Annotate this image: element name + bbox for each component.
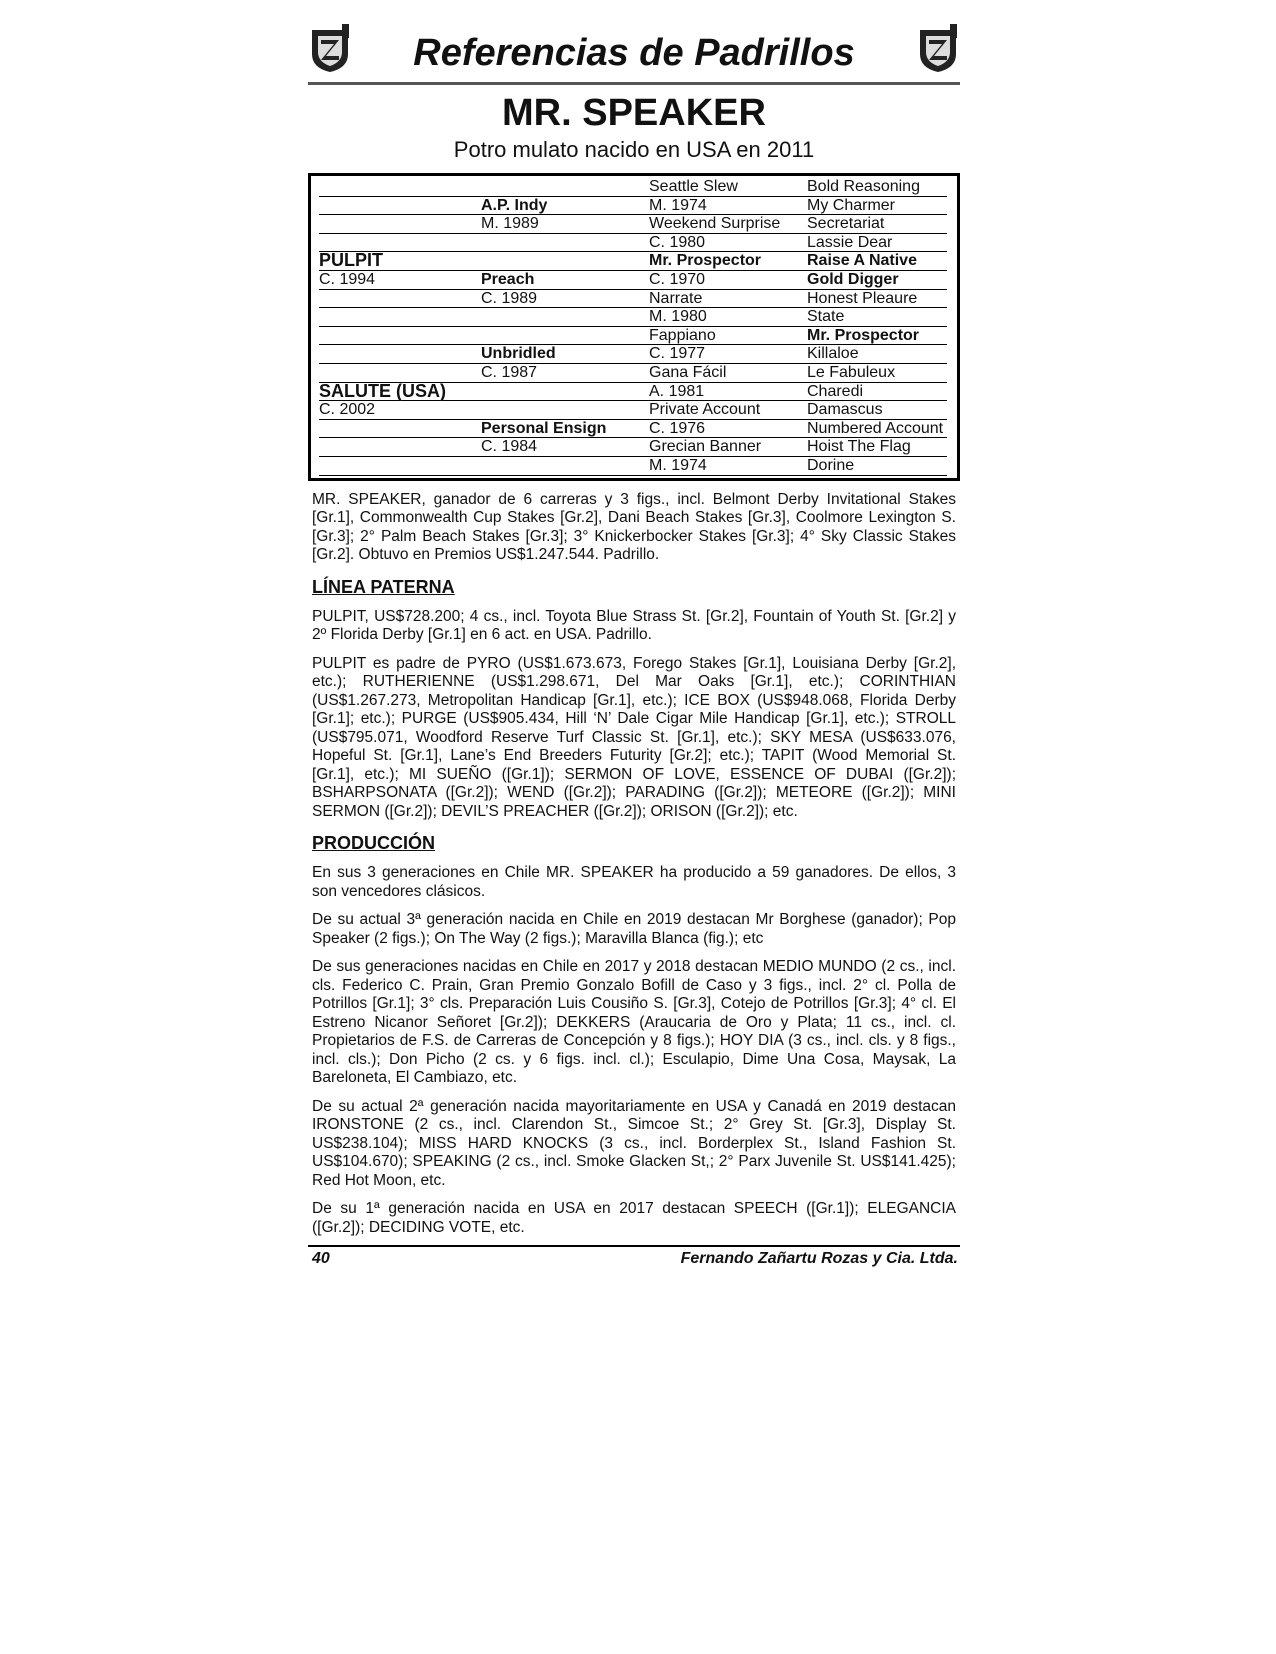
- pedigree-row: [319, 456, 947, 475]
- pedigree-cell: Personal Ensign: [481, 419, 649, 438]
- pedigree-cell: Narrate: [649, 289, 807, 308]
- production-paragraph-4: De su actual 2ª generación nacida mayoritariamente en USA y Canadá en 2019 destacan IRONSTONE (2 cs., incl. Clarendon St., Simcoe St.; 2° Grey St. [Gr.3], Display St. US$238.104); MISS HARD KNOCKS (3 cs., incl. Borderplex St., Island Fashion St. US$104.670); SPEAKING (2 cs., incl. Smoke Glacken St,; 2° Parx Juvenile St. US$141.425); Red Hot Moon, etc.: [312, 1097, 956, 1189]
- horse-name: MR. SPEAKER: [502, 92, 766, 134]
- pedigree-cell: Preach: [481, 270, 649, 289]
- pedigree-cell: Killaloe: [807, 345, 947, 364]
- pedigree-cell: [319, 456, 481, 475]
- pedigree-cell: Hoist The Flag: [807, 438, 947, 457]
- pedigree-cell: C. 1984: [481, 438, 649, 457]
- pedigree-row: [319, 196, 947, 215]
- pedigree-cell: Unbridled: [481, 345, 649, 364]
- paternal-paragraph-1: PULPIT, US$728.200; 4 cs., incl. Toyota Blue Strass St. [Gr.2], Fountain of Youth St. [Gr.2] y 2º Florida Derby [Gr.1] en 6 act. en USA. Padrillo.: [312, 607, 956, 643]
- pedigree-row: [319, 326, 947, 345]
- pedigree-cell: C. 1989: [481, 289, 649, 308]
- fzr-shield-logo-icon: [916, 24, 960, 74]
- pedigree-cell: C. 1980: [649, 233, 807, 252]
- pedigree-row: [319, 308, 947, 327]
- pedigree-cell: My Charmer: [807, 196, 947, 215]
- pedigree-row: [319, 233, 947, 252]
- pedigree-cell: M. 1980: [649, 308, 807, 327]
- pedigree-cell: [481, 326, 649, 345]
- pedigree-cell: [481, 178, 649, 196]
- pedigree-cell: C. 2002: [319, 401, 481, 420]
- pedigree-cell: State: [807, 308, 947, 327]
- paternal-heading: LÍNEA PATERNA: [312, 576, 455, 597]
- pedigree-row: [319, 178, 947, 196]
- production-heading: PRODUCCIÓN: [312, 833, 436, 853]
- production-paragraph-3: De sus generaciones nacidas en Chile en 2017 y 2018 destacan MEDIO MUNDO (2 cs., incl. cls. Federico C. Prain, Gran Premio Gonzalo Bofill de Caso y 3 figs., incl. 2° cl. Polla de Potrillos [Gr.1]; 3° cls. Preparación Luis Cousiño S. [Gr.3], Cotejo de Potrillos [Gr.3]; 4° cl. El Estreno Nicanor Señoret [Gr.2]); DEKKERS (Araucaria de Oro y Plata; 11 cs., incl. cl. Propietarios de F.S. de Carreras de Concepción y 8 figs.); HOY DIA (3 cs., incl. cls. y 8 figs., incl. cls.); Don Picho (2 cs. y 6 figs. incl. cl.); Esculapio, Dime Una Cosa, Maysak, La Bareloneta, El Cambiazo, etc.: [312, 958, 956, 1086]
- pedigree-table: [319, 178, 947, 476]
- pedigree-cell: [319, 178, 481, 196]
- pedigree-cell: Le Fabuleux: [807, 363, 947, 382]
- pedigree-cell: C. 1977: [649, 345, 807, 364]
- pedigree-cell: [481, 233, 649, 252]
- pedigree-cell: [481, 308, 649, 327]
- pedigree-cell: A.P. Indy: [481, 196, 649, 215]
- document-page: [308, 18, 960, 1270]
- pedigree-cell: Lassie Dear: [807, 233, 947, 252]
- production-paragraph-1: En sus 3 generaciones en Chile MR. SPEAKER ha producido a 59 ganadores. De ellos, 3 son vencedores clásicos.: [312, 864, 956, 900]
- pedigree-cell: Numbered Account: [807, 419, 947, 438]
- pedigree-cell: Secretariat: [807, 215, 947, 234]
- pedigree-cell: Mr. Prospector: [649, 252, 807, 271]
- pedigree-row: [319, 401, 947, 420]
- page-number: 40: [312, 1250, 330, 1267]
- pedigree-cell: [319, 233, 481, 252]
- pedigree-cell: Gana Fácil: [649, 363, 807, 382]
- header-title: Referencias de Padrillos: [413, 32, 855, 74]
- pedigree-row: [319, 252, 947, 271]
- pedigree-cell: Charedi: [807, 382, 947, 401]
- pedigree-row: [319, 438, 947, 457]
- horse-description: Potro mulato nacido en USA en 2011: [453, 137, 815, 162]
- pedigree-cell: PULPIT: [319, 252, 481, 271]
- pedigree-cell: [481, 382, 649, 401]
- summary-text: MR. SPEAKER, ganador de 6 carreras y 3 figs., incl. Belmont Derby Invitational Stakes [Gr.1], Commonwealth Cup Stakes [Gr.2], Dani Beach Stakes [Gr.3], Coolmore Lexington S. [Gr.3]; 2° Palm Beach Stakes [Gr.3]; 3° Knickerbocker Stakes [Gr.3]; 4° Sky Classic Stakes [Gr.2]. Obtuvo en Premios US$1.247.544. Padrillo.: [312, 490, 956, 563]
- summary-paragraph: [312, 491, 956, 565]
- pedigree-cell: C. 1987: [481, 363, 649, 382]
- pedigree-cell: [319, 438, 481, 457]
- pedigree-cell: [319, 419, 481, 438]
- pedigree-cell: [481, 401, 649, 420]
- page-footer: [308, 1245, 960, 1270]
- pedigree-cell: C. 1976: [649, 419, 807, 438]
- pedigree-cell: SALUTE (USA): [319, 382, 481, 401]
- pedigree-cell: Damascus: [807, 401, 947, 420]
- pedigree-row: [319, 419, 947, 438]
- pedigree-cell: Fappiano: [649, 326, 807, 345]
- pedigree-cell: Dorine: [807, 456, 947, 475]
- pedigree-cell: [319, 345, 481, 364]
- pedigree-cell: M. 1974: [649, 456, 807, 475]
- header-divider: [308, 82, 960, 85]
- pedigree-cell: M. 1974: [649, 196, 807, 215]
- pedigree-row: [319, 382, 947, 401]
- pedigree-cell: Raise A Native: [807, 252, 947, 271]
- pedigree-row: [319, 345, 947, 364]
- pedigree-cell: C. 1970: [649, 270, 807, 289]
- pedigree-cell: M. 1989: [481, 215, 649, 234]
- pedigree-cell: Honest Pleaure: [807, 289, 947, 308]
- pedigree-cell: Seattle Slew: [649, 178, 807, 196]
- pedigree-cell: Private Account: [649, 401, 807, 420]
- publisher-name: Fernando Zañartu Rozas y Cia. Ltda.: [680, 1250, 958, 1267]
- pedigree-cell: A. 1981: [649, 382, 807, 401]
- pedigree-cell: Gold Digger: [807, 270, 947, 289]
- pedigree-row: [319, 215, 947, 234]
- pedigree-cell: Mr. Prospector: [807, 326, 947, 345]
- pedigree-cell: [481, 456, 649, 475]
- pedigree-cell: Bold Reasoning: [807, 178, 947, 196]
- pedigree-row: [319, 270, 947, 289]
- pedigree-cell: [319, 326, 481, 345]
- production-paragraph-5: De su 1ª generación nacida en USA en 2017 destacan SPEECH ([Gr.1]); ELEGANCIA ([Gr.2]); DECIDING VOTE, etc.: [312, 1200, 956, 1236]
- page-header: [308, 18, 960, 80]
- pedigree-cell: [319, 215, 481, 234]
- pedigree-cell: [319, 363, 481, 382]
- pedigree-cell: [319, 196, 481, 215]
- pedigree-cell: [319, 308, 481, 327]
- pedigree-cell: C. 1994: [319, 270, 481, 289]
- pedigree-cell: [481, 252, 649, 271]
- production-paragraph-2: De su actual 3ª generación nacida en Chile en 2019 destacan Mr Borghese (ganador); Pop Speaker (2 figs.); On The Way (2 figs.); Maravilla Blanca (fig.); etc: [312, 911, 956, 947]
- pedigree-row: [319, 363, 947, 382]
- pedigree-cell: Weekend Surprise: [649, 215, 807, 234]
- pedigree-row: [319, 289, 947, 308]
- paternal-paragraph-2: PULPIT es padre de PYRO (US$1.673.673, Forego Stakes [Gr.1], Louisiana Derby [Gr.2], etc.); RUTHERIENNE (US$1.298.671, Del Mar Oaks [Gr.1], etc.); CORINTHIAN (US$1.267.273, Metropolitan Handicap [Gr.1], etc.); ICE BOX (US$948.068, Florida Derby [Gr.1]; etc.); PURGE (US$905.434, Hill ‘N’ Dale Cigar Mile Handicap [Gr.1], etc.); STROLL (US$795.071, Woodford Reserve Turf Classic St. [Gr.1], etc.); SKY MESA (US$633.076, Hopeful St. [Gr.1], Lane’s End Breeders Futurity [Gr.2]; etc.); TAPIT (Wood Memorial St. [Gr.1], etc.); MI SUEÑO ([Gr.1]); SERMON OF LOVE, ESSENCE OF DUBAI ([Gr.2]); BSHARPSONATA ([Gr.2]); WEND ([Gr.2]); PARADING ([Gr.2]); METEORE ([Gr.2]); MINI SERMON ([Gr.2]); DEVIL’S PREACHER ([Gr.2]); ORISON ([Gr.2]); etc.: [312, 654, 956, 820]
- pedigree-cell: Grecian Banner: [649, 438, 807, 457]
- pedigree-box: [308, 173, 960, 481]
- pedigree-cell: [319, 289, 481, 308]
